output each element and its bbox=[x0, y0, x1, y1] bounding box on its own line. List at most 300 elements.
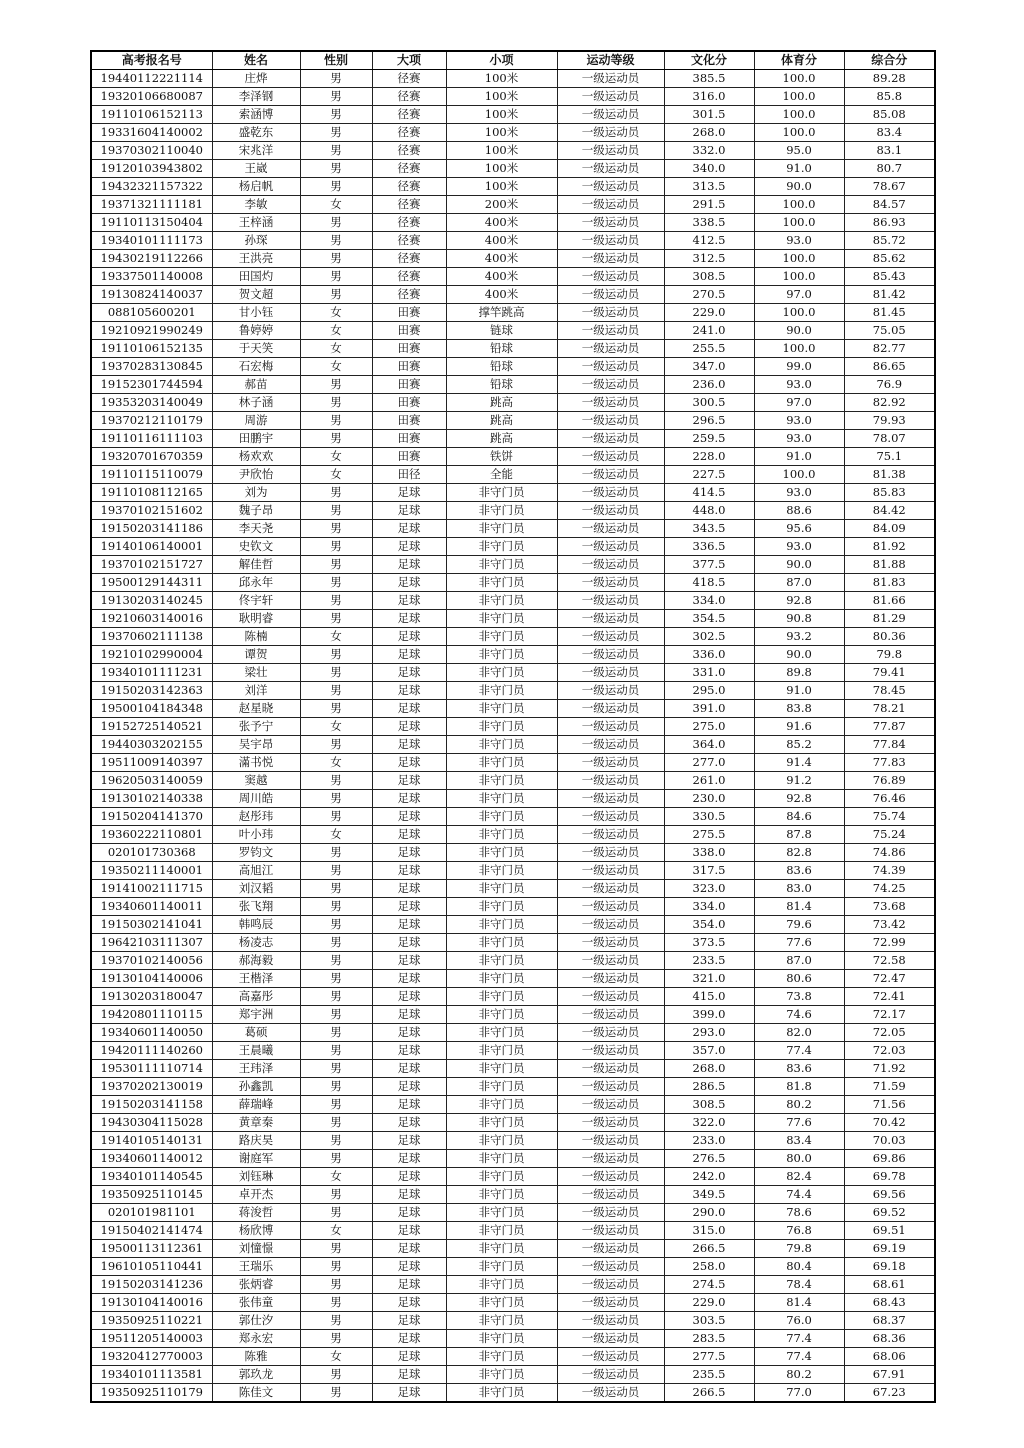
cell-gender: 女 bbox=[300, 628, 372, 646]
cell-exam-id: 19337501140008 bbox=[91, 268, 212, 286]
cell-sports-score: 100.0 bbox=[754, 268, 844, 286]
cell-sports-score: 77.6 bbox=[754, 934, 844, 952]
table-row bbox=[91, 160, 935, 178]
cell-academic-score: 412.5 bbox=[664, 232, 754, 250]
cell-name: 郭玖龙 bbox=[212, 1366, 300, 1384]
cell-category: 足球 bbox=[372, 1294, 446, 1312]
cell-event: 跳高 bbox=[446, 412, 557, 430]
cell-gender: 女 bbox=[300, 754, 372, 772]
table-row bbox=[91, 196, 935, 214]
cell-exam-id: 19130203140245 bbox=[91, 592, 212, 610]
cell-name: 甘小钰 bbox=[212, 304, 300, 322]
cell-gender: 男 bbox=[300, 970, 372, 988]
cell-total-score: 78.21 bbox=[844, 700, 935, 718]
cell-athlete-level: 一级运动员 bbox=[557, 862, 664, 880]
cell-gender: 男 bbox=[300, 1276, 372, 1294]
cell-category: 足球 bbox=[372, 754, 446, 772]
cell-academic-score: 235.5 bbox=[664, 1366, 754, 1384]
cell-academic-score: 295.0 bbox=[664, 682, 754, 700]
cell-total-score: 72.99 bbox=[844, 934, 935, 952]
table-row bbox=[91, 1078, 935, 1096]
cell-category: 径赛 bbox=[372, 232, 446, 250]
cell-total-score: 69.56 bbox=[844, 1186, 935, 1204]
cell-sports-score: 93.0 bbox=[754, 484, 844, 502]
cell-academic-score: 332.0 bbox=[664, 142, 754, 160]
cell-athlete-level: 一级运动员 bbox=[557, 1024, 664, 1042]
cell-name: 刘为 bbox=[212, 484, 300, 502]
cell-gender: 男 bbox=[300, 736, 372, 754]
cell-category: 田赛 bbox=[372, 412, 446, 430]
cell-sports-score: 83.8 bbox=[754, 700, 844, 718]
cell-sports-score: 93.0 bbox=[754, 232, 844, 250]
cell-exam-id: 19340601140011 bbox=[91, 898, 212, 916]
cell-total-score: 71.92 bbox=[844, 1060, 935, 1078]
cell-gender: 男 bbox=[300, 700, 372, 718]
cell-total-score: 70.03 bbox=[844, 1132, 935, 1150]
cell-category: 径赛 bbox=[372, 214, 446, 232]
cell-category: 足球 bbox=[372, 1096, 446, 1114]
cell-gender: 男 bbox=[300, 1006, 372, 1024]
cell-category: 径赛 bbox=[372, 106, 446, 124]
cell-event: 非守门员 bbox=[446, 718, 557, 736]
cell-name: 周川皓 bbox=[212, 790, 300, 808]
cell-exam-id: 19360222110801 bbox=[91, 826, 212, 844]
cell-exam-id: 19110113150404 bbox=[91, 214, 212, 232]
cell-sports-score: 93.0 bbox=[754, 376, 844, 394]
cell-athlete-level: 一级运动员 bbox=[557, 1294, 664, 1312]
cell-athlete-level: 一级运动员 bbox=[557, 988, 664, 1006]
cell-category: 足球 bbox=[372, 826, 446, 844]
cell-event: 非守门员 bbox=[446, 1060, 557, 1078]
table-row bbox=[91, 538, 935, 556]
cell-exam-id: 19340601140050 bbox=[91, 1024, 212, 1042]
cell-academic-score: 259.5 bbox=[664, 430, 754, 448]
table-header bbox=[91, 51, 935, 70]
cell-event: 非守门员 bbox=[446, 754, 557, 772]
cell-gender: 女 bbox=[300, 826, 372, 844]
cell-sports-score: 73.8 bbox=[754, 988, 844, 1006]
cell-total-score: 69.19 bbox=[844, 1240, 935, 1258]
cell-exam-id: 19130824140037 bbox=[91, 286, 212, 304]
cell-event: 非守门员 bbox=[446, 1186, 557, 1204]
table-row bbox=[91, 1366, 935, 1384]
cell-event: 非守门员 bbox=[446, 880, 557, 898]
table-row bbox=[91, 520, 935, 538]
cell-event: 非守门员 bbox=[446, 1096, 557, 1114]
cell-name: 佟宇轩 bbox=[212, 592, 300, 610]
cell-sports-score: 80.4 bbox=[754, 1258, 844, 1276]
cell-athlete-level: 一级运动员 bbox=[557, 250, 664, 268]
cell-category: 足球 bbox=[372, 790, 446, 808]
table-row bbox=[91, 268, 935, 286]
cell-event: 非守门员 bbox=[446, 682, 557, 700]
cell-name: 王玮泽 bbox=[212, 1060, 300, 1078]
cell-athlete-level: 一级运动员 bbox=[557, 268, 664, 286]
cell-athlete-level: 一级运动员 bbox=[557, 484, 664, 502]
cell-category: 径赛 bbox=[372, 142, 446, 160]
cell-gender: 男 bbox=[300, 574, 372, 592]
cell-event: 跳高 bbox=[446, 430, 557, 448]
cell-exam-id: 19340101113581 bbox=[91, 1366, 212, 1384]
cell-sports-score: 91.0 bbox=[754, 160, 844, 178]
table-row bbox=[91, 790, 935, 808]
cell-event: 非守门员 bbox=[446, 790, 557, 808]
table-row bbox=[91, 340, 935, 358]
cell-total-score: 73.68 bbox=[844, 898, 935, 916]
cell-athlete-level: 一级运动员 bbox=[557, 232, 664, 250]
table-row bbox=[91, 1096, 935, 1114]
cell-category: 径赛 bbox=[372, 196, 446, 214]
table-row bbox=[91, 88, 935, 106]
cell-total-score: 68.61 bbox=[844, 1276, 935, 1294]
cell-category: 径赛 bbox=[372, 70, 446, 88]
cell-name: 鲁婷婷 bbox=[212, 322, 300, 340]
cell-name: 杨启帆 bbox=[212, 178, 300, 196]
cell-gender: 男 bbox=[300, 1078, 372, 1096]
cell-academic-score: 301.5 bbox=[664, 106, 754, 124]
cell-exam-id: 19642103111307 bbox=[91, 934, 212, 952]
cell-exam-id: 19620503140059 bbox=[91, 772, 212, 790]
cell-athlete-level: 一级运动员 bbox=[557, 682, 664, 700]
cell-name: 郝海毅 bbox=[212, 952, 300, 970]
cell-athlete-level: 一级运动员 bbox=[557, 196, 664, 214]
cell-athlete-level: 一级运动员 bbox=[557, 502, 664, 520]
cell-category: 足球 bbox=[372, 1186, 446, 1204]
cell-name: 史钦文 bbox=[212, 538, 300, 556]
cell-total-score: 85.08 bbox=[844, 106, 935, 124]
cell-exam-id: 19210921990249 bbox=[91, 322, 212, 340]
cell-event: 400米 bbox=[446, 214, 557, 232]
cell-academic-score: 302.5 bbox=[664, 628, 754, 646]
cell-gender: 男 bbox=[300, 394, 372, 412]
cell-sports-score: 82.0 bbox=[754, 1024, 844, 1042]
cell-event: 非守门员 bbox=[446, 1006, 557, 1024]
cell-academic-score: 399.0 bbox=[664, 1006, 754, 1024]
cell-athlete-level: 一级运动员 bbox=[557, 394, 664, 412]
cell-category: 足球 bbox=[372, 772, 446, 790]
cell-sports-score: 99.0 bbox=[754, 358, 844, 376]
cell-athlete-level: 一级运动员 bbox=[557, 754, 664, 772]
table-row bbox=[91, 844, 935, 862]
table-row bbox=[91, 1132, 935, 1150]
cell-event: 100米 bbox=[446, 160, 557, 178]
table-row bbox=[91, 772, 935, 790]
cell-total-score: 80.36 bbox=[844, 628, 935, 646]
cell-event: 非守门员 bbox=[446, 1330, 557, 1348]
cell-athlete-level: 一级运动员 bbox=[557, 124, 664, 142]
cell-academic-score: 230.0 bbox=[664, 790, 754, 808]
cell-athlete-level: 一级运动员 bbox=[557, 1384, 664, 1403]
cell-academic-score: 268.0 bbox=[664, 1060, 754, 1078]
table-row bbox=[91, 466, 935, 484]
cell-exam-id: 020101730368 bbox=[91, 844, 212, 862]
cell-category: 径赛 bbox=[372, 178, 446, 196]
table-row bbox=[91, 664, 935, 682]
cell-event: 非守门员 bbox=[446, 1168, 557, 1186]
table-row bbox=[91, 178, 935, 196]
cell-event: 铅球 bbox=[446, 358, 557, 376]
cell-athlete-level: 一级运动员 bbox=[557, 880, 664, 898]
cell-academic-score: 343.5 bbox=[664, 520, 754, 538]
cell-gender: 男 bbox=[300, 1060, 372, 1078]
cell-category: 田赛 bbox=[372, 394, 446, 412]
table-row bbox=[91, 718, 935, 736]
cell-event: 100米 bbox=[446, 178, 557, 196]
cell-name: 魏子昂 bbox=[212, 502, 300, 520]
cell-athlete-level: 一级运动员 bbox=[557, 574, 664, 592]
cell-event: 非守门员 bbox=[446, 628, 557, 646]
table-row bbox=[91, 898, 935, 916]
cell-academic-score: 323.0 bbox=[664, 880, 754, 898]
cell-category: 足球 bbox=[372, 538, 446, 556]
cell-sports-score: 95.6 bbox=[754, 520, 844, 538]
cell-academic-score: 373.5 bbox=[664, 934, 754, 952]
cell-sports-score: 87.8 bbox=[754, 826, 844, 844]
cell-total-score: 77.83 bbox=[844, 754, 935, 772]
table-row bbox=[91, 484, 935, 502]
cell-exam-id: 19110106152113 bbox=[91, 106, 212, 124]
cell-gender: 女 bbox=[300, 1222, 372, 1240]
cell-category: 足球 bbox=[372, 1312, 446, 1330]
cell-name: 刘汉韬 bbox=[212, 880, 300, 898]
cell-sports-score: 79.6 bbox=[754, 916, 844, 934]
cell-event: 400米 bbox=[446, 286, 557, 304]
cell-category: 足球 bbox=[372, 1006, 446, 1024]
cell-academic-score: 349.5 bbox=[664, 1186, 754, 1204]
cell-gender: 男 bbox=[300, 1312, 372, 1330]
cell-category: 足球 bbox=[372, 1258, 446, 1276]
cell-name: 王崴 bbox=[212, 160, 300, 178]
cell-name: 卓开杰 bbox=[212, 1186, 300, 1204]
table-row bbox=[91, 1294, 935, 1312]
cell-athlete-level: 一级运动员 bbox=[557, 808, 664, 826]
cell-name: 林子涵 bbox=[212, 394, 300, 412]
cell-academic-score: 229.0 bbox=[664, 1294, 754, 1312]
cell-academic-score: 241.0 bbox=[664, 322, 754, 340]
table-row bbox=[91, 646, 935, 664]
cell-gender: 男 bbox=[300, 1294, 372, 1312]
cell-event: 非守门员 bbox=[446, 898, 557, 916]
cell-exam-id: 19210603140016 bbox=[91, 610, 212, 628]
cell-category: 足球 bbox=[372, 844, 446, 862]
table-row bbox=[91, 610, 935, 628]
cell-total-score: 76.89 bbox=[844, 772, 935, 790]
cell-event: 非守门员 bbox=[446, 970, 557, 988]
table-row bbox=[91, 736, 935, 754]
cell-gender: 男 bbox=[300, 1330, 372, 1348]
cell-exam-id: 19610105110441 bbox=[91, 1258, 212, 1276]
table-row bbox=[91, 1060, 935, 1078]
table-row bbox=[91, 592, 935, 610]
table-row bbox=[91, 574, 935, 592]
cell-sports-score: 91.6 bbox=[754, 718, 844, 736]
cell-exam-id: 19150203142363 bbox=[91, 682, 212, 700]
cell-event: 非守门员 bbox=[446, 808, 557, 826]
cell-sports-score: 85.2 bbox=[754, 736, 844, 754]
cell-name: 田鹏宇 bbox=[212, 430, 300, 448]
cell-sports-score: 100.0 bbox=[754, 196, 844, 214]
table-row bbox=[91, 286, 935, 304]
cell-sports-score: 97.0 bbox=[754, 394, 844, 412]
cell-academic-score: 277.0 bbox=[664, 754, 754, 772]
cell-exam-id: 19340101111173 bbox=[91, 232, 212, 250]
cell-name: 庄烨 bbox=[212, 70, 300, 88]
cell-academic-score: 242.0 bbox=[664, 1168, 754, 1186]
cell-name: 宋兆洋 bbox=[212, 142, 300, 160]
cell-sports-score: 97.0 bbox=[754, 286, 844, 304]
cell-athlete-level: 一级运动员 bbox=[557, 1312, 664, 1330]
cell-gender: 男 bbox=[300, 1132, 372, 1150]
cell-sports-score: 88.6 bbox=[754, 502, 844, 520]
cell-academic-score: 255.5 bbox=[664, 340, 754, 358]
cell-exam-id: 19150402141474 bbox=[91, 1222, 212, 1240]
cell-gender: 男 bbox=[300, 88, 372, 106]
cell-gender: 男 bbox=[300, 880, 372, 898]
cell-gender: 男 bbox=[300, 916, 372, 934]
cell-total-score: 67.23 bbox=[844, 1384, 935, 1403]
cell-category: 足球 bbox=[372, 502, 446, 520]
cell-category: 足球 bbox=[372, 952, 446, 970]
cell-total-score: 82.77 bbox=[844, 340, 935, 358]
cell-gender: 男 bbox=[300, 988, 372, 1006]
cell-total-score: 68.36 bbox=[844, 1330, 935, 1348]
cell-gender: 女 bbox=[300, 304, 372, 322]
cell-event: 非守门员 bbox=[446, 556, 557, 574]
cell-event: 非守门员 bbox=[446, 538, 557, 556]
cell-athlete-level: 一级运动员 bbox=[557, 286, 664, 304]
cell-academic-score: 227.5 bbox=[664, 466, 754, 484]
table-body bbox=[91, 70, 935, 1403]
cell-exam-id: 19120103943802 bbox=[91, 160, 212, 178]
table-row bbox=[91, 1222, 935, 1240]
table-row bbox=[91, 1240, 935, 1258]
cell-gender: 男 bbox=[300, 682, 372, 700]
cell-category: 足球 bbox=[372, 628, 446, 646]
cell-academic-score: 377.5 bbox=[664, 556, 754, 574]
cell-category: 径赛 bbox=[372, 124, 446, 142]
table-row bbox=[91, 1042, 935, 1060]
cell-exam-id: 19511009140397 bbox=[91, 754, 212, 772]
cell-athlete-level: 一级运动员 bbox=[557, 160, 664, 178]
cell-category: 足球 bbox=[372, 1204, 446, 1222]
cell-sports-score: 100.0 bbox=[754, 340, 844, 358]
cell-category: 足球 bbox=[372, 970, 446, 988]
cell-athlete-level: 一级运动员 bbox=[557, 304, 664, 322]
cell-sports-score: 89.8 bbox=[754, 664, 844, 682]
cell-name: 尹欣怡 bbox=[212, 466, 300, 484]
cell-name: 薛瑞峰 bbox=[212, 1096, 300, 1114]
cell-name: 刘洋 bbox=[212, 682, 300, 700]
cell-total-score: 83.4 bbox=[844, 124, 935, 142]
cell-total-score: 68.43 bbox=[844, 1294, 935, 1312]
cell-athlete-level: 一级运动员 bbox=[557, 358, 664, 376]
cell-exam-id: 19430304115028 bbox=[91, 1114, 212, 1132]
cell-exam-id: 19370102151602 bbox=[91, 502, 212, 520]
cell-exam-id: 19320701670359 bbox=[91, 448, 212, 466]
cell-athlete-level: 一级运动员 bbox=[557, 448, 664, 466]
cell-athlete-level: 一级运动员 bbox=[557, 1078, 664, 1096]
cell-exam-id: 19432321157322 bbox=[91, 178, 212, 196]
cell-academic-score: 331.0 bbox=[664, 664, 754, 682]
cell-total-score: 85.83 bbox=[844, 484, 935, 502]
cell-event: 铅球 bbox=[446, 340, 557, 358]
table-row bbox=[91, 1276, 935, 1294]
cell-gender: 女 bbox=[300, 718, 372, 736]
cell-total-score: 81.88 bbox=[844, 556, 935, 574]
cell-total-score: 77.84 bbox=[844, 736, 935, 754]
table-row bbox=[91, 826, 935, 844]
cell-event: 全能 bbox=[446, 466, 557, 484]
cell-gender: 男 bbox=[300, 1384, 372, 1403]
cell-athlete-level: 一级运动员 bbox=[557, 1330, 664, 1348]
cell-total-score: 69.86 bbox=[844, 1150, 935, 1168]
cell-athlete-level: 一级运动员 bbox=[557, 934, 664, 952]
cell-name: 李敏 bbox=[212, 196, 300, 214]
cell-total-score: 84.09 bbox=[844, 520, 935, 538]
cell-category: 足球 bbox=[372, 718, 446, 736]
cell-exam-id: 19340101140545 bbox=[91, 1168, 212, 1186]
table-row bbox=[91, 682, 935, 700]
cell-category: 足球 bbox=[372, 1042, 446, 1060]
cell-sports-score: 77.4 bbox=[754, 1330, 844, 1348]
cell-athlete-level: 一级运动员 bbox=[557, 1042, 664, 1060]
cell-athlete-level: 一级运动员 bbox=[557, 1168, 664, 1186]
cell-event: 非守门员 bbox=[446, 592, 557, 610]
cell-total-score: 68.37 bbox=[844, 1312, 935, 1330]
cell-category: 足球 bbox=[372, 934, 446, 952]
cell-academic-score: 236.0 bbox=[664, 376, 754, 394]
cell-exam-id: 19110115110079 bbox=[91, 466, 212, 484]
cell-exam-id: 19340601140012 bbox=[91, 1150, 212, 1168]
cell-name: 孙琛 bbox=[212, 232, 300, 250]
cell-name: 田国灼 bbox=[212, 268, 300, 286]
table-row bbox=[91, 1204, 935, 1222]
table-row bbox=[91, 808, 935, 826]
cell-athlete-level: 一级运动员 bbox=[557, 430, 664, 448]
cell-event: 撑竿跳高 bbox=[446, 304, 557, 322]
cell-event: 非守门员 bbox=[446, 664, 557, 682]
cell-event: 非守门员 bbox=[446, 988, 557, 1006]
cell-exam-id: 19530111110714 bbox=[91, 1060, 212, 1078]
cell-name: 黄章秦 bbox=[212, 1114, 300, 1132]
cell-category: 田赛 bbox=[372, 322, 446, 340]
cell-total-score: 75.1 bbox=[844, 448, 935, 466]
cell-athlete-level: 一级运动员 bbox=[557, 1258, 664, 1276]
cell-gender: 男 bbox=[300, 268, 372, 286]
cell-academic-score: 228.0 bbox=[664, 448, 754, 466]
cell-athlete-level: 一级运动员 bbox=[557, 844, 664, 862]
cell-academic-score: 266.5 bbox=[664, 1240, 754, 1258]
cell-exam-id: 19150203141236 bbox=[91, 1276, 212, 1294]
table-row bbox=[91, 1150, 935, 1168]
cell-athlete-level: 一级运动员 bbox=[557, 664, 664, 682]
cell-event: 非守门员 bbox=[446, 772, 557, 790]
cell-athlete-level: 一级运动员 bbox=[557, 178, 664, 196]
cell-name: 王楷泽 bbox=[212, 970, 300, 988]
cell-gender: 男 bbox=[300, 1096, 372, 1114]
cell-academic-score: 296.5 bbox=[664, 412, 754, 430]
cell-event: 非守门员 bbox=[446, 502, 557, 520]
table-row bbox=[91, 214, 935, 232]
cell-academic-score: 268.0 bbox=[664, 124, 754, 142]
cell-academic-score: 340.0 bbox=[664, 160, 754, 178]
cell-event: 200米 bbox=[446, 196, 557, 214]
cell-exam-id: 19110116111103 bbox=[91, 430, 212, 448]
cell-exam-id: 19440303202155 bbox=[91, 736, 212, 754]
cell-athlete-level: 一级运动员 bbox=[557, 1132, 664, 1150]
cell-name: 李泽钢 bbox=[212, 88, 300, 106]
cell-sports-score: 100.0 bbox=[754, 250, 844, 268]
